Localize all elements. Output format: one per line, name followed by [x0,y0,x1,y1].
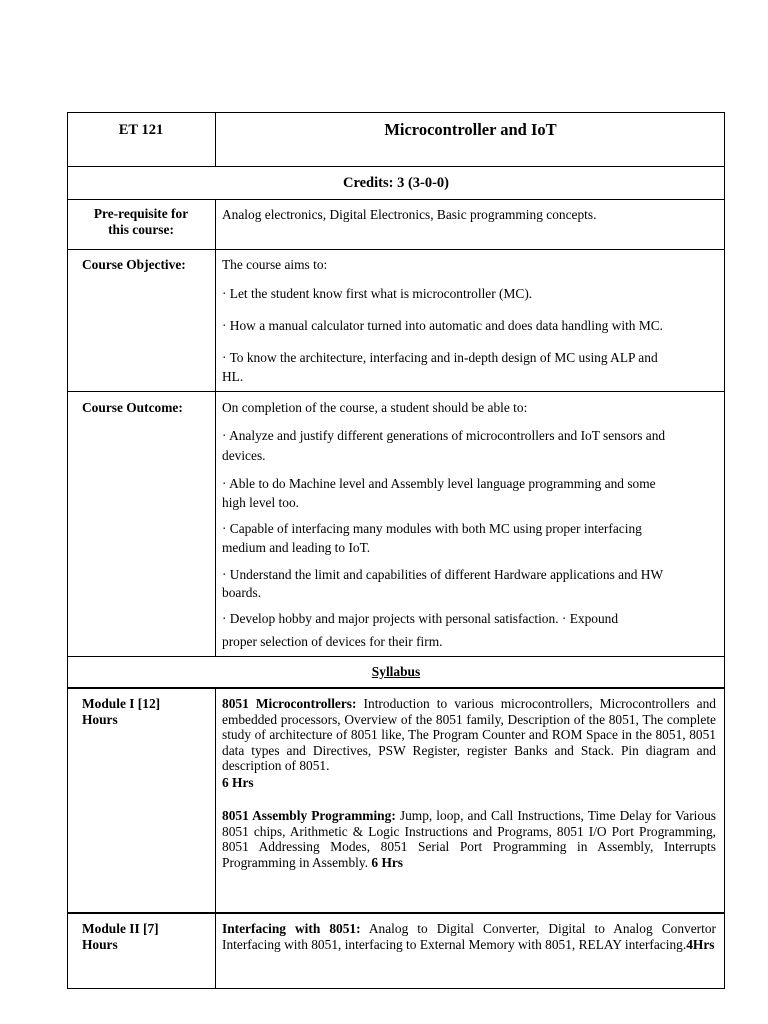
prerequisite-text: Analog electronics, Digital Electronics, Basic programming concepts. [222,207,597,222]
row-divider [67,912,725,914]
outcome-bullet: devices. [222,448,266,463]
objective-bullet: · How a manual calculator turned into automatic and does data handling with MC. [222,318,664,333]
outcome-bullet: · Analyze and justify different generations of microcontrollers and IoT sensors and [222,428,666,443]
objective-bullet: HL. [222,369,244,384]
module-1-label: Module I [12] [82,696,161,711]
syllabus-title: Syllabus [371,664,421,679]
module-2-hours: 4Hrs [686,936,715,952]
objective-bullet: · To know the architecture, interfacing and in-depth design of MC using ALP and [222,350,658,365]
outcome-bullet: · Capable of interfacing many modules with both MC using proper interfacing [222,521,642,536]
outcome-intro: On completion of the course, a student should be able to: [222,400,528,415]
module-1-paragraph-1 [222,696,716,774]
module-1-topic: 8051 Assembly Programming: [222,808,396,823]
outcome-bullet: proper selection of devices for their firm. [222,634,443,649]
prerequisite-label: this course: [108,222,174,237]
outcome-bullet: · Able to do Machine level and Assembly level language programming and some [222,476,656,491]
module-2-paragraph-1 [222,921,716,952]
module-1-hours: 6 Hrs [371,854,404,870]
module-1-text: Introduction to various microcontrollers, Microcontrollers and embedded processors, Overview of the 8051 family, Description of the 8051, The complete study of architecture of 8051 like, The Program Counter and ROM Space in the 8051, 8051 data types and Directives, PSW Register, register Banks and Stack. Pin diagram and description of 8051. [222,696,716,774]
row-divider [67,249,725,250]
row-divider [67,391,725,392]
credits: Credits: 3 (3-0-0) [342,175,450,191]
module-1-topic: 8051 Microcontrollers: [222,696,357,711]
module-1-paragraph-2 [222,808,716,870]
module-1-label: Hours [82,712,118,727]
objective-label: Course Objective: [82,257,186,272]
row-divider [67,687,725,689]
objective-bullet: · Let the student know first what is microcontroller (MC). [222,286,533,301]
module-2-label: Hours [82,937,118,952]
outcome-bullet: high level too. [222,495,299,510]
prerequisite-label: Pre-requisite for [93,206,189,221]
row-divider [67,166,725,167]
objective-intro: The course aims to: [222,257,328,272]
module-2-topic: Interfacing with 8051: [222,921,361,936]
row-divider [67,656,725,657]
column-divider [215,687,216,989]
outcome-bullet: boards. [222,585,262,600]
row-divider [67,199,725,200]
module-1-text: Jump, loop, and Call Instructions, Time Delay for Various 8051 chips, Arithmetic & Logic Instructions and Programs, 8051 I/O Port Programming, 8051 Addressing Modes, 8051 Serial Port Programming in Assembly, Interrupts Programming in Assembly. [222,808,717,870]
course-title: Microcontroller and IoT [384,120,557,139]
outcome-label: Course Outcome: [82,400,183,415]
module-1-hours: 6 Hrs [222,775,254,790]
module-2-text: Analog to Digital Converter, Digital to Analog Convertor Interfacing with 8051, interfacing to External Memory with 8051, RELAY interfacing. [222,921,716,952]
outcome-bullet: · Develop hobby and major projects with personal satisfaction. · Expound [222,611,619,626]
column-divider [215,112,216,167]
column-divider [215,199,216,657]
course-code: ET 121 [118,122,164,138]
outcome-bullet: medium and leading to IoT. [222,540,371,555]
module-2-label: Module II [7] [82,921,159,936]
outcome-bullet: · Understand the limit and capabilities of different Hardware applications and HW [222,567,664,582]
